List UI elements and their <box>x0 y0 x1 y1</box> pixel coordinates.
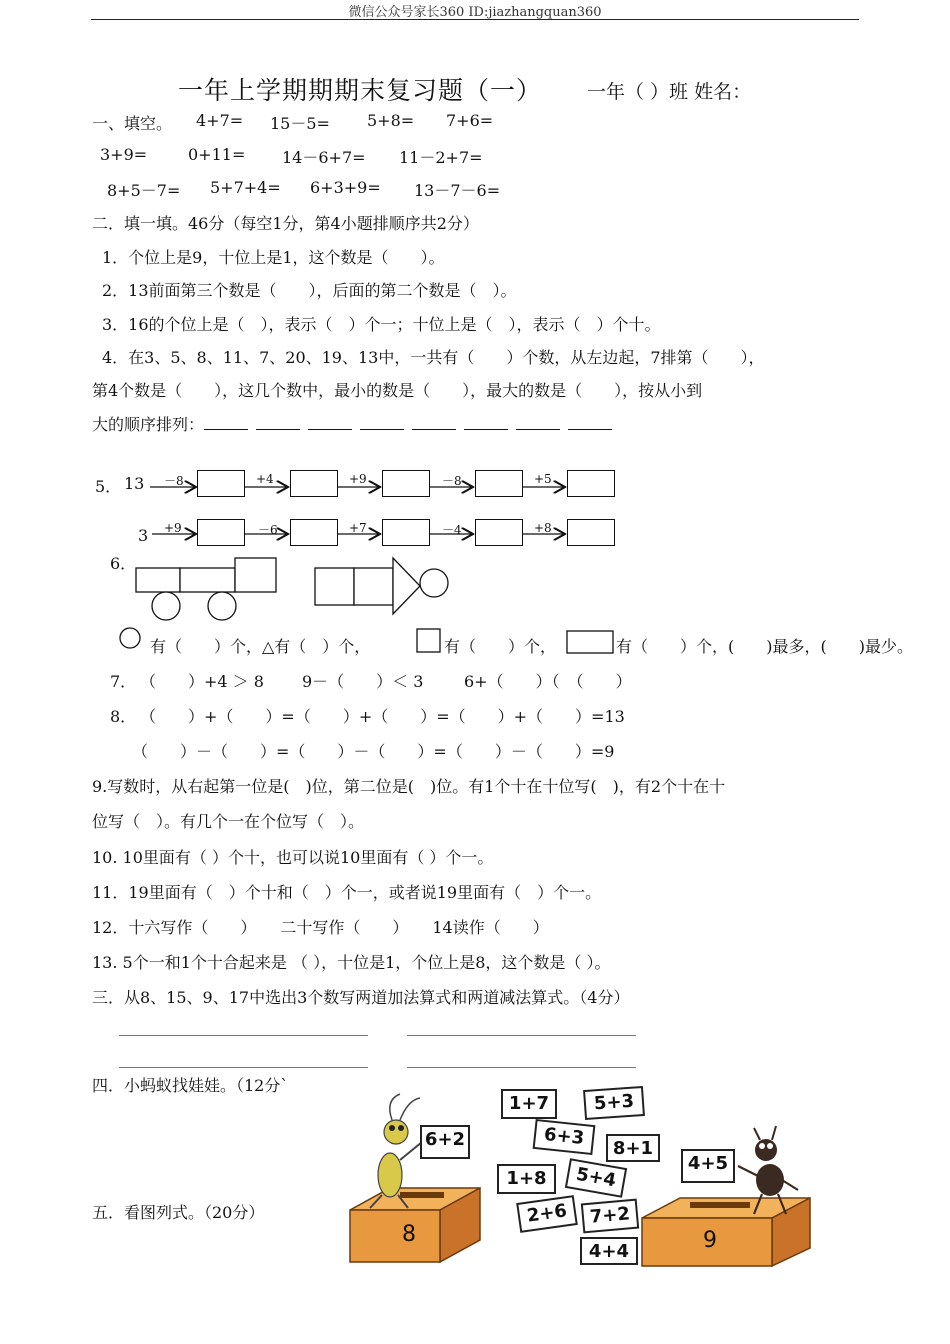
truck-rect <box>136 568 180 592</box>
truck-wheel <box>152 592 180 620</box>
box-label-right: 9 <box>703 1228 717 1253</box>
p1-r1-c2: 15－5= <box>270 114 330 133</box>
insect-antenna <box>400 1098 420 1120</box>
order-label: 大的顺序排列： <box>92 415 205 434</box>
answer-line[interactable] <box>407 1067 636 1068</box>
q5-r1-op3: +9 <box>349 472 367 486</box>
q7-label: 7． <box>110 672 137 691</box>
insect-eye <box>389 1125 395 1131</box>
ant-antenna <box>754 1126 776 1140</box>
ant-body <box>756 1164 784 1196</box>
card-1-7[interactable]: 1+7 <box>501 1089 557 1119</box>
part3-heading: 三．从8、15、9、17中选出3个数写两道加法算式和两道减法算式。（4分） <box>92 988 630 1007</box>
truck-wheel <box>208 592 236 620</box>
ant-eye <box>759 1143 765 1149</box>
box-slot <box>690 1202 750 1208</box>
q5-r2-op3: +7 <box>349 521 367 535</box>
insect-body <box>378 1153 402 1197</box>
q7-item-1: （ ）+4 ＞ 8 <box>140 672 264 691</box>
p1-r1-c1: 4+7= <box>196 111 244 130</box>
card-5-4[interactable]: 5+4 <box>565 1158 627 1198</box>
q5-r1-op2: +4 <box>256 472 274 486</box>
part4-heading: 四．小蚂蚁找娃娃。（12分` <box>92 1076 289 1095</box>
question-4-line1: 4．在3、5、8、11、7、20、19、13中，一共有（ ）个数，从左边起，7排第（ ）， <box>102 348 765 367</box>
q5-row1-start: 13 <box>124 474 145 493</box>
card-6-2[interactable]: 6+2 <box>420 1125 470 1159</box>
part2-heading: 二．填一填。46分（每空1分，第4小题排顺序共2分） <box>92 214 479 233</box>
insect-eye <box>398 1125 404 1131</box>
q5-r1-op1: －8 <box>164 474 184 488</box>
figure-square <box>315 568 354 605</box>
q5-label: 5． <box>95 477 122 496</box>
answer-line[interactable] <box>119 1067 368 1068</box>
part5-heading: 五．看图列式。（20分） <box>92 1203 265 1222</box>
card-6-3[interactable]: 6+3 <box>533 1119 596 1155</box>
card-2-6[interactable]: 2+6 <box>516 1195 578 1233</box>
question-1: 1．个位上是9，十位上是1，这个数是（ ）。 <box>102 248 445 267</box>
p1-r2-c2: 0+11= <box>188 145 246 164</box>
p1-r3-c2: 5+7+4= <box>210 178 281 197</box>
q5-r2-op2: －6 <box>258 523 278 537</box>
figure-triangle <box>393 558 420 614</box>
q6-count-rectangle: 有（ ）个，( )最多，( )最少。 <box>616 637 913 656</box>
p1-r1-c3: 5+8= <box>367 111 415 130</box>
question-9-line1: 9.写数时，从右起第一位是( )位，第二位是( )位。有1个十在十位写( )，有2个十在十 <box>92 777 726 796</box>
p1-r3-c3: 6+3+9= <box>310 178 381 197</box>
truck-cab <box>235 558 276 592</box>
p1-r3-c4: 13－7－6= <box>414 181 501 200</box>
page-header: 微信公众号家长360 ID:jiazhangquan360 <box>348 5 602 20</box>
circle-icon <box>120 628 140 648</box>
q5-r2-op4: －4 <box>442 523 462 537</box>
rectangle-icon <box>567 631 613 653</box>
q6-count-circle-triangle: 有（ ）个，△有（ ）个， <box>150 637 371 656</box>
page-title: 一年上学期期期末复习题（一） <box>178 76 543 105</box>
part1-heading: 一、填空。 <box>92 114 173 133</box>
answer-line[interactable] <box>119 1035 368 1036</box>
question-10: 10. 10里面有（ ）个十，也可以说10里面有（ ）个一。 <box>92 848 494 867</box>
q6-label: 6． <box>110 554 137 573</box>
insect-antenna <box>390 1094 400 1120</box>
ant-head <box>755 1139 777 1161</box>
question-9-line2: 位写（ ）。有几个一在个位写（ ）。 <box>92 812 365 831</box>
card-7-2[interactable]: 7+2 <box>581 1199 639 1234</box>
insect-arm <box>400 1142 422 1160</box>
q8-line-2: （ ）－（ ）=（ ）－（ ）=（ ）－（ ）=9 <box>132 742 615 761</box>
q5-r1-op4: －8 <box>442 474 462 488</box>
p1-r1-c4: 7+6= <box>446 111 494 130</box>
q8-line-1: （ ）+（ ）=（ ）+（ ）=（ ）+（ ）=13 <box>140 707 625 726</box>
q7-item-2: 9－（ ）＜ 3 <box>302 672 424 691</box>
answer-line[interactable] <box>407 1035 636 1036</box>
q8-label: 8． <box>110 707 137 726</box>
box-front <box>350 1210 440 1262</box>
card-4-5[interactable]: 4+5 <box>681 1149 735 1183</box>
card-5-3[interactable]: 5+3 <box>583 1086 645 1120</box>
truck-rect <box>180 568 235 592</box>
q5-r2-op5: +8 <box>534 521 552 535</box>
figure-square <box>354 568 393 605</box>
card-4-4[interactable]: 4+4 <box>580 1237 638 1265</box>
question-13: 13. 5个一和1个十合起来是 （ ），十位是1，个位上是8，这个数是（ ）。 <box>92 953 611 972</box>
square-icon <box>417 629 440 652</box>
q7-item-3: 6+（ ）（ （ ） <box>464 672 632 691</box>
q5-r2-op1: +9 <box>164 521 182 535</box>
box-slot <box>400 1192 444 1198</box>
box-label-left: 8 <box>402 1222 416 1247</box>
card-1-8[interactable]: 1+8 <box>497 1164 556 1194</box>
class-name-line: 一年（ ）班 姓名： <box>587 81 752 103</box>
p1-r2-c4: 11－2+7= <box>399 148 483 167</box>
card-8-1[interactable]: 8+1 <box>606 1134 660 1162</box>
insect-head <box>384 1120 408 1144</box>
q5-row2-start: 3 <box>138 526 149 545</box>
ant-eye <box>767 1143 773 1149</box>
figure-circle <box>420 569 448 597</box>
q6-count-square: 有（ ）个， <box>444 637 557 656</box>
p1-r3-c1: 8+5－7= <box>107 181 181 200</box>
question-3: 3．16的个位上是（ ），表示（ ）个一；十位上是（ ），表示（ ）个十。 <box>102 315 661 334</box>
question-4-line2: 第4个数是（ ），这几个数中，最小的数是（ ），最大的数是（ ），按从小到 <box>92 381 703 400</box>
p1-r2-c1: 3+9= <box>100 145 148 164</box>
question-12: 12．十六写作（ ） 二十写作（ ） 14读作（ ） <box>92 918 549 937</box>
question-11: 11．19里面有（ ）个十和（ ）个一，或者说19里面有（ ）个一。 <box>92 883 602 902</box>
question-2: 2．13前面第三个数是（ ），后面的第二个数是（ ）。 <box>102 281 517 300</box>
q5-r1-op5: +5 <box>534 472 552 486</box>
p1-r2-c3: 14－6+7= <box>282 148 366 167</box>
